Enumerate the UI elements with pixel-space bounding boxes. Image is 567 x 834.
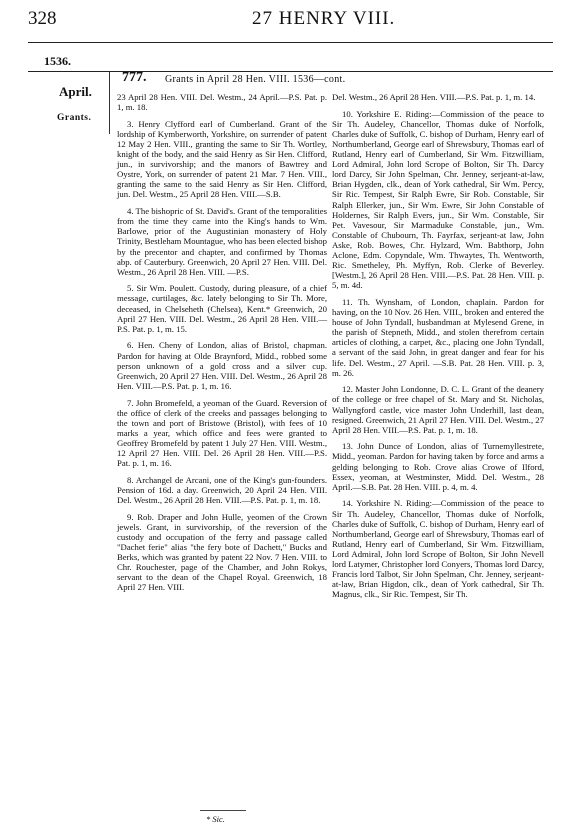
header-rule xyxy=(28,42,553,43)
sidenote-grants: Grants. xyxy=(57,113,92,123)
paragraph: 8. Archangel de Arcani, one of the King's gun-founders. Pension of 16d. a day. Greenwich, 20 April 24 Hen. VIII. Del. Westm., 26 April 28 Hen. VIII.—P.S. Pat. p. 1, m. 18. xyxy=(117,474,327,505)
paragraph: 23 April 28 Hen. VIII. Del. Westm., 24 April.—P.S. Pat. p. 1, m. 18. xyxy=(117,92,327,113)
section-title: Grants in April 28 Hen. VIII. 1536—cont. xyxy=(165,74,346,85)
paragraph: 12. Master John Londonne, D. C. L. Grant of the deanery of the college or free chapel of St. Mary and St. Nicholas, Wallyngford castle, vice master John Underhill, last dean, resigned. Greenwich, 21 April 27 Hen. VIII. Del. Westm., 27 April 28 Hen. VIII.—P.S. Pat. p. 1, m. 18. xyxy=(332,384,544,435)
paragraph: 7. John Bromefeld, a yeoman of the Guard. Reversion of the office of clerk of the creeks and passages belonging to the town and port of Bristowe (Bristol), with fees of 10 marks a year, which office and fees were granted to Geoffrey Bromefeld by patent 1 July 27 Hen. VIII. Westm., 12 April 27 Hen. VIII. Del. 26 April 28 Hen. VIII.—P.S. Pat. p. 1, m. 16. xyxy=(117,397,327,469)
paragraph: 9. Rob. Draper and John Hulle, yeomen of the Crown jewels. Grant, in survivorship, of the reversion of the custody and occupation of the ferry and passage called "Dachet ferie" alias "the fery bote of Dachett," Bucks and Berks, which was granted by patent 22 Nov. 7 Hen. VIII. to Chr. Rouchester, page of the Chamber, and John Rokys, servant to the dean of the Chapel Royal. Greenwich, 18 April 27 Hen. VIII. xyxy=(117,511,327,593)
paragraph: 5. Sir Wm. Poulett. Custody, during pleasure, of a chief message, curtilages, &c. lately belonging to Sir Th. More, deceased, in Chelseheth (Chelsea), Kent.* Greenwich, 20 April 27 Hen. VIII. Del. Westm., 26 April 28 Hen. VIII.—P.S. Pat. p. 1, m. 15. xyxy=(117,283,327,334)
running-head: 27 HENRY VIII. xyxy=(252,8,396,29)
entry-number: 777. xyxy=(122,70,147,85)
left-column xyxy=(117,92,327,599)
paragraph: 6. Hen. Cheny of London, alias of Bristol, chapman. Pardon for having at Olde Braynford, Midd., robbed some person unknown of a gold cross and a silver cup. Greenwich, 20 April 27 Hen. VIII. Del. Westm., 26 April 28 Hen. VIII.—P.S. Pat. p. 1, m. 16. xyxy=(117,340,327,391)
year-label: 1536. xyxy=(44,54,71,68)
paragraph: 3. Henry Clyfford earl of Cumberland. Grant of the lordship of Kymberworth, Yorkshire, on surrender of patent 12 May 2 Hen. VIII., granting the same to Sir Th. Wortley, knight of the body, and the said Henry as Sir Hen. Clifford, jun., in survivorship; and the manors of Bawtrey and Oystre, York, on surrender of patent 21 Mar. 7 Hen. VIII., granting the same to the said Henry as Sir Hen. Clifford, jun. Del. Westm., 25 April 28 Hen. VIII.—S.B. xyxy=(117,118,327,200)
footnote-rule xyxy=(200,810,246,811)
paragraph: Del. Westm., 26 April 28 Hen. VIII.—P.S. Pat. p. 1, m. 14. xyxy=(332,92,536,102)
paragraph: 10. Yorkshire E. Riding:—Commission of the peace to Sir Th. Audeley, Chancellor, Thomas duke of Norfolk, Charles duke of Suffolk, C. bishop of Durham, Henry earl of Northumberland, George earl of Shrewsbury, Thomas earl of Rutland, Henry earl of Cumberland, Sir Wm. Fitzwilliam, Lord Admiral, John lord Scrope of Bolton, Sir Th. Darcy lord Darcy, Sir John Spelman, Chr. Jenney, serjeant-at-law, Brian Hygden, clk., dean of York cathedral, Sir Wm. Percy, Sir Ric. Tempest, Sir Ralph Ewre, Sir Rob. Constable, Sir Ralph Ellerker, jun., Sir Wm. Ewre, Sir John Constable of Holdernes, Sir Ralph Evers, jun., Sir Wm. Constable, Sir Pet. Vavesour, Sir Marmaduke Constable, jun., Wm. Constable of Chubourn, Th. Fayrfax, serjeant-at law, John Aske, Rob. Bowes, Chr. Hylzard, Wm. Babthorp, John Aclone, Edm. Copyndale, Wm. Thwaytes, Th. Wentworth, Ric. Smetheley, Ph. Myffyn, Rob. Clerke of Beverley. [Westm.], 26 April 28 Hen. VIII.—P.S. Pat. 28 Hen. VIII. p. 5, m. 4d. xyxy=(332,108,544,291)
right-column xyxy=(332,92,544,606)
paragraph: 4. The bishopric of St. David's. Grant of the temporalities from the time they came into the King's hands to Wm. Barlowe, prior of the Augustinian monastery of Holy Trinity, Bestleham Mountague, who has been elected bishop by the precentor and chapter, and confirmed by Thomas abp. of Cauterbury. Greenwich, 20 April 27 Hen. VIII. Del. Westm., 26 April 28 Hen. VIII. —P.S. xyxy=(117,206,327,277)
footnote: * Sic. xyxy=(206,814,225,824)
year-rule xyxy=(28,71,553,72)
sidenote-month: April. xyxy=(59,84,92,99)
paragraph: 13. John Dunce of London, alias of Turnemyllestrete, Midd., yeoman. Pardon for having taken by force and arms a gelding belonging to Rob. Crove alias Crowe of Ilford, Essex, yeoman, at Westminster, Midd. Del. Westm., 28 April.—S.B. Pat. 28 Hen. VIII. p. 4, m. 4. xyxy=(332,441,544,492)
margin-rule xyxy=(109,72,110,134)
paragraph: 11. Th. Wynsham, of London, chaplain. Pardon for having, on the 10 Nov. 26 Hen. VIII., broken and entered the house of John Tyndall, husbandman at Mylesend Grene, in the parish of Stepneth, Midd., and stolen therefrom certain articles of clothing, a carpet, &c., placing one John Tyndall, a servant of the said John, in great danger and fear for his life. Del. Westm., 27 April. —S.B. Pat. 28 Hen. VIII. p. 3, m. 26. xyxy=(332,296,544,378)
page-number: 328 xyxy=(28,8,57,29)
paragraph: 14. Yorkshire N. Riding:—Commission of the peace to Sir Th. Audeley, Chancellor, Thomas duke of Norfolk, Charles duke of Suffolk, C. bishop of Durham, Henry earl of Northumberland, George earl of Shrewsbury, Thomas earl of Rutland, Henry earl of Cumberland, Sir Wm. Fitzwilliam, Lord Admiral, John lord Scrope of Bolton, Sir John Nevell lord Latymer, Christopher lord Conyers, Thomas lord Darcy, Francis lord Talbot, Sir John Spelman, Chr. Jenney, serjeant-at-law, Brian Higdon, clk., dean of York cathedral, Sir Th. Magnus, clk., Sir Ric. Tempest, Sir Th. xyxy=(332,498,544,600)
